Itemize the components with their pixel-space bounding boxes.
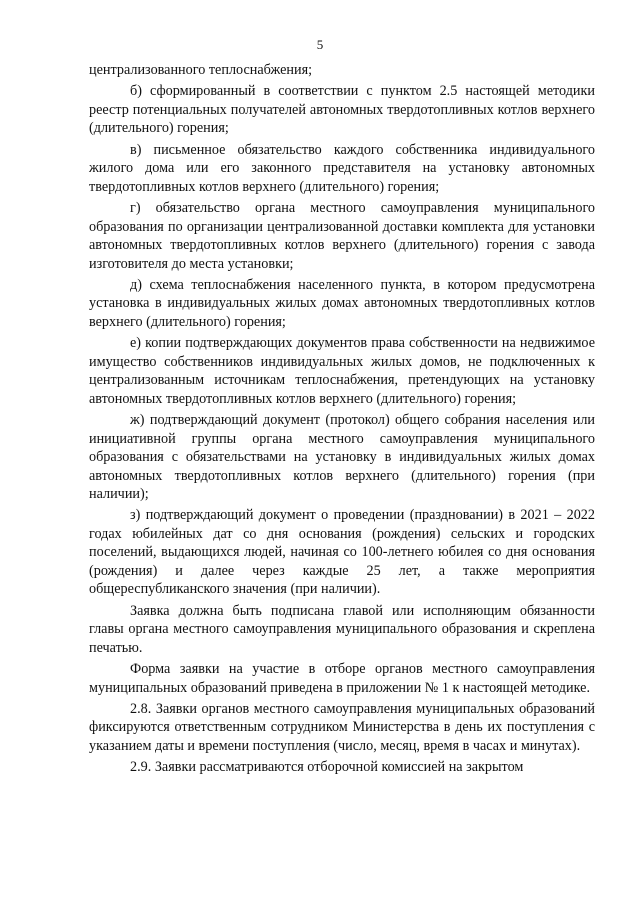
list-item-b: б) сформированный в соответствии с пунктом 2.5 настоящей методики реестр потенциальных получателей автономных твердотопливных котлов верхнего (длительного) горения; [89,83,595,137]
list-item-e: е) копии подтверждающих документов права собственности на недвижимое имущество собственников индивидуальных жилых домов, не подключенных к централизованным источникам теплоснабжения, претендующих на установку автономных твердотопливных котлов верхнего (длительного) горения; [89,335,595,407]
paragraph-continuation: централизованного теплоснабжения; [89,62,313,78]
page-number: 5 [316,37,324,52]
paragraph-application-form: Форма заявки на участие в отборе органов местного самоуправления муниципальных образований приведена в приложении № 1 к настоящей методике. [89,661,595,696]
paragraph-signature-requirement: Заявка должна быть подписана главой или исполняющим обязанности главы органа местного самоуправления муниципального образования и скреплена печатью. [89,602,595,656]
clause-2-9: 2.9. Заявки рассматриваются отборочной комиссией на закрытом [130,759,524,776]
list-item-z: з) подтверждающий документ о проведении (праздновании) в 2021 – 2022 годах юбилейных дат со дня основания (рождения) сельских и городских поселений, выдающихся людей, начиная со 100-летнего юбилея со дня основания (рождения) и далее через каждые 25 лет, а также мероприятия общереспубликанского значения (при наличии). [89,507,595,598]
list-item-d: д) схема теплоснабжения населенного пункта, в котором предусмотрена установка в индивидуальных жилых домах автономных твердотопливных котлов верхнего (длительного) горения; [89,276,595,330]
clause-2-8: 2.8. Заявки органов местного самоуправления муниципальных образований фиксируются ответственным сотрудником Министерства в день их поступления с указанием даты и времени поступления (число, месяц, время в часах и минутах). [89,700,595,754]
list-item-zh: ж) подтверждающий документ (протокол) общего собрания населения или инициативной группы органа местного самоуправления муниципального образования с обязательствами на установку в индивидуальных жилых домах автономных твердотопливных котлов верхнего (длительного) горения (при наличии); [89,412,595,502]
list-item-g: г) обязательство органа местного самоуправления муниципального образования по организации централизованной доставки комплекта для установки автономных твердотопливных котлов верхнего (длительного) горения с завода изготовителя до места установки; [89,200,595,272]
document-body [89,61,595,777]
list-item-v: в) письменное обязательство каждого собственника индивидуального жилого дома или его законного представителя на установку автономных твердотопливных котлов верхнего (длительного) горения; [89,141,595,195]
